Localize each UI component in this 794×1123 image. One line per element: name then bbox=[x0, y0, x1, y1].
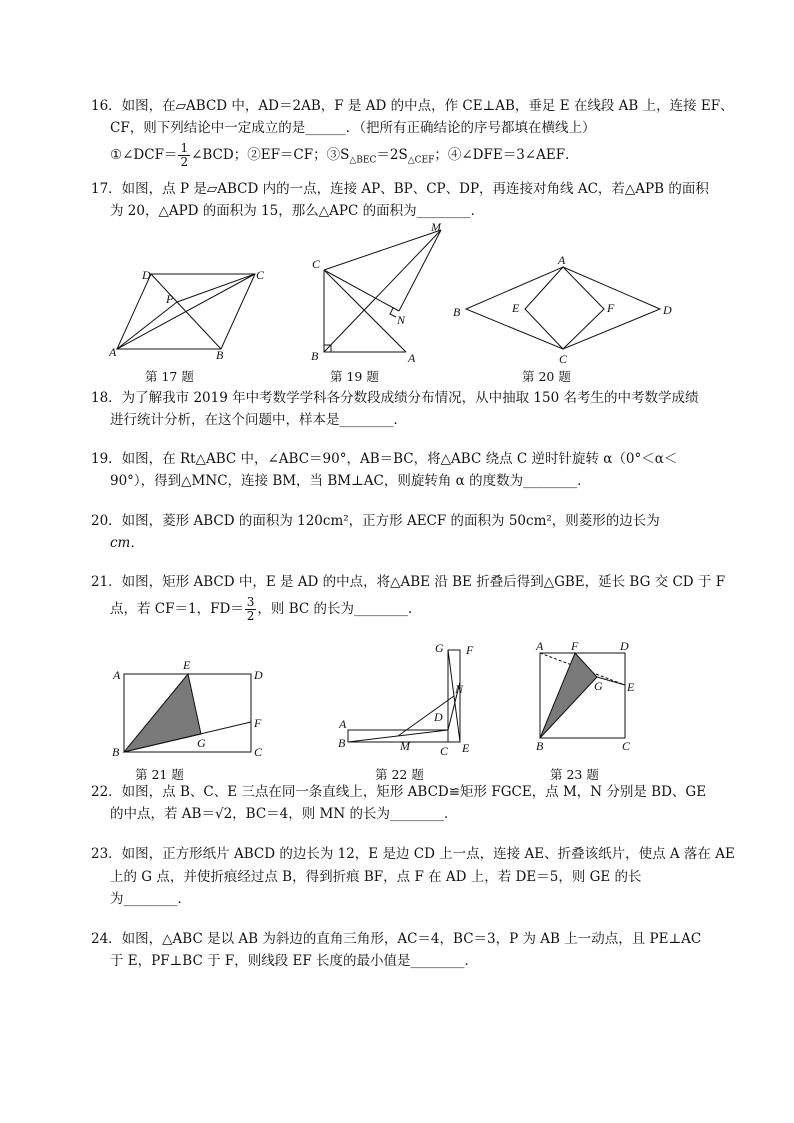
q22-line2: 的中点，若 AB＝√2，BC＝4，则 MN 的长为________． bbox=[110, 806, 458, 822]
label-B: B bbox=[536, 739, 544, 753]
q21-text-a: 点，若 CF＝1，FD＝ bbox=[110, 601, 244, 617]
label-G: G bbox=[197, 736, 206, 750]
caption-21: 第 21 题 bbox=[135, 767, 184, 782]
label-A: A bbox=[109, 345, 117, 359]
q21-line2 bbox=[110, 596, 422, 623]
caption-23: 第 23 题 bbox=[550, 767, 599, 782]
caption-22: 第 22 题 bbox=[375, 767, 424, 782]
label-E: E bbox=[462, 741, 470, 755]
label-P: P bbox=[166, 292, 174, 306]
q21-line1: 21．如图，矩形 ABCD 中，E 是 AD 的中点，将△ABE 沿 BE 折叠后得到△GBE，延长 BG 交 CD 于 F bbox=[91, 574, 726, 590]
label-N: N bbox=[397, 313, 406, 327]
label-F: F bbox=[607, 301, 615, 315]
label-B: B bbox=[311, 349, 319, 363]
label-E: E bbox=[512, 301, 520, 315]
q20-line1: 20．如图，菱形 ABCD 的面积为 120cm²，正方形 AECF 的面积为 50cm²，则菱形的边长为 bbox=[91, 513, 660, 529]
q19-line1: 19．如图，在 Rt△ABC 中，∠ABC＝90°，AB＝BC，将△ABC 绕点 C 逆时针旋转 α（0°＜α＜ bbox=[91, 451, 678, 467]
label-D: D bbox=[434, 710, 443, 724]
q24-line1: 24．如图，△ABC 是以 AB 为斜边的直角三角形，AC＝4，BC＝3，P 为 AB 上一动点，且 PE⊥AC bbox=[91, 931, 702, 947]
label-B: B bbox=[216, 348, 224, 362]
label-A: A bbox=[339, 717, 347, 731]
q16-line2: CF，则下列结论中一定成立的是______．（把所有正确结论的序号都填在横线上） bbox=[110, 120, 596, 136]
q18-line1: 18．为了解我市 2019 年中考数学学科各分数段成绩分布情况，从中抽取 150 名考生的中考数学成绩 bbox=[91, 390, 699, 406]
q16-options: ①∠DCF＝ $\frac{1}{2}$ ∠BCD；②EF＝CF；$③S_{\triangle BEC}=2S_{\triangle CEF}$；④∠DFE＝3∠AEF． bbox=[110, 141, 579, 169]
q16-fraction: $\frac{1}{2}$ bbox=[180, 141, 189, 169]
q23-line3: 为________． bbox=[110, 891, 191, 907]
figure-21 bbox=[108, 655, 273, 760]
label-F: F bbox=[254, 716, 262, 730]
label-M: M bbox=[400, 739, 410, 753]
label-G: G bbox=[594, 679, 603, 693]
label-D: D bbox=[142, 268, 151, 282]
label-B: B bbox=[338, 736, 346, 750]
q16-opt2-text: ∠BCD；②EF＝CF；③S bbox=[191, 147, 350, 163]
figure-23 bbox=[530, 638, 650, 756]
q18-line2: 进行统计分析，在这个问题中，样本是________． bbox=[110, 412, 407, 428]
q16-line1: 16．如图，在▱ABCD 中，AD＝2AB，F 是 AD 的中点，作 CE⊥AB，垂足 E 在线段 AB 上，连接 EF、 bbox=[91, 98, 734, 114]
q23-line1: 23．如图，正方形纸片 ABCD 的边长为 12，E 是边 CD 上一点，连接 AE、折叠该纸片，使点 A 落在 AE bbox=[91, 846, 735, 862]
label-A: A bbox=[408, 351, 416, 365]
label-E: E bbox=[183, 658, 191, 672]
q22-line1: 22．如图，点 B、C、E 三点在同一条直线上，矩形 ABCD≌矩形 FGCE，点 M，N 分别是 BD、GE bbox=[91, 784, 707, 800]
label-B: B bbox=[453, 305, 461, 319]
label-F: F bbox=[571, 639, 579, 653]
label-D: D bbox=[620, 639, 629, 653]
figure-20 bbox=[449, 252, 684, 370]
q21-text-b: ，则 BC 的长为________． bbox=[257, 601, 422, 617]
caption-17: 第 17 题 bbox=[145, 369, 194, 384]
label-D: D bbox=[663, 303, 672, 317]
q19-line2: 90°），得到△MNC，连接 BM，当 BM⊥AC，则旋转角 α 的度数为________． bbox=[110, 473, 591, 489]
q24-line2: 于 E，PF⊥BC 于 F，则线段 EF 长度的最小值是________． bbox=[110, 953, 479, 969]
label-B: B bbox=[112, 745, 120, 759]
label-C: C bbox=[440, 744, 449, 758]
q23-line2: 上的 G 点，并使折痕经过点 B，得到折痕 BF，点 F 在 AD 上，若 DE＝5，则 GE 的长 bbox=[110, 869, 642, 885]
figure-17 bbox=[108, 262, 273, 362]
label-D: D bbox=[254, 668, 263, 682]
q21-fraction: $\frac{3}{2}$ bbox=[246, 595, 255, 623]
label-N: N bbox=[455, 682, 464, 696]
label-C: C bbox=[312, 257, 321, 271]
label-A: A bbox=[113, 668, 121, 682]
label-C: C bbox=[559, 352, 568, 366]
label-A: A bbox=[558, 253, 566, 267]
caption-19: 第 19 题 bbox=[330, 369, 379, 384]
q17-line2: 为 20，△APD 的面积为 15，那么△APC 的面积为________． bbox=[110, 203, 485, 219]
q20-line2: cm． bbox=[110, 535, 144, 551]
label-F: F bbox=[466, 643, 474, 657]
label-E: E bbox=[627, 680, 635, 694]
q16-opt1-text: ①∠DCF＝ bbox=[110, 147, 178, 163]
caption-20: 第 20 题 bbox=[522, 369, 571, 384]
label-C: C bbox=[622, 739, 631, 753]
label-G: G bbox=[435, 641, 444, 655]
figure-22 bbox=[333, 640, 483, 760]
label-M: M bbox=[431, 222, 441, 234]
label-C: C bbox=[256, 268, 265, 282]
q17-line1: 17．如图，点 P 是▱ABCD 内的一点，连接 AP、BP、CP、DP，再连接对角线 AC，若△APB 的面积 bbox=[91, 181, 709, 197]
label-A: A bbox=[536, 639, 544, 653]
label-C: C bbox=[254, 745, 263, 759]
figure-19 bbox=[308, 222, 458, 367]
